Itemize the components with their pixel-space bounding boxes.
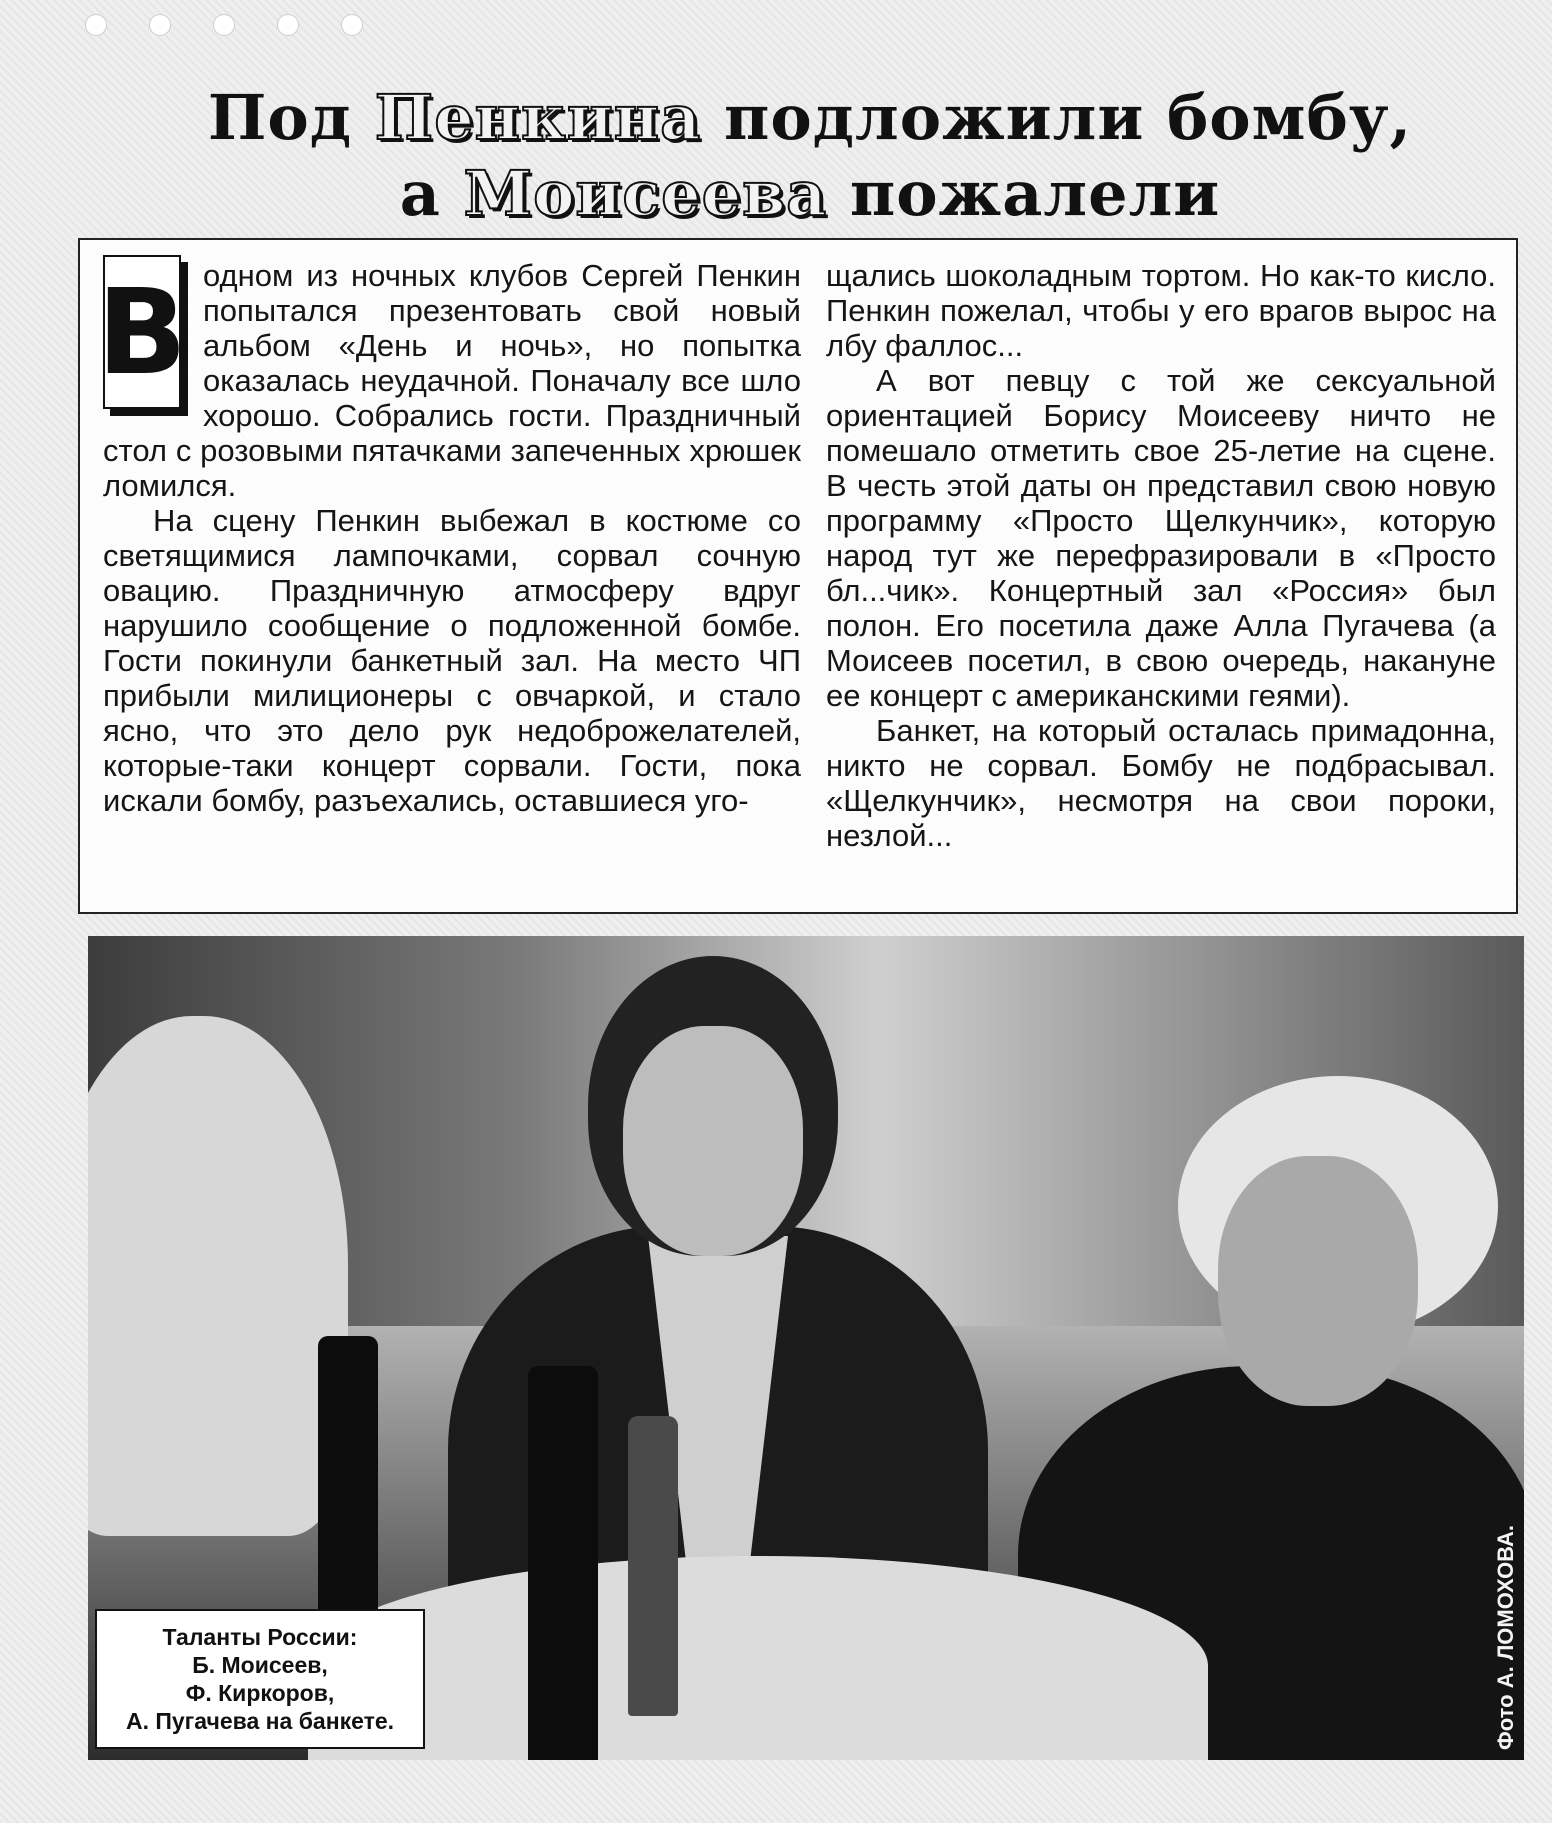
headline-name-penkin: Пенкина (374, 81, 702, 154)
caption-line: А. Пугачева на банкете. (125, 1708, 395, 1734)
paragraph: щались шоколадным тортом. Но как-то кисло. Пенкин пожелал, чтобы у его врагов вырос на лбу фаллос... (826, 258, 1496, 363)
headline-name-moiseev: Моисеева (463, 157, 828, 230)
article-headline (60, 80, 1552, 232)
binder-hole (341, 14, 363, 36)
paragraph: одном из ночных клубов Сергей Пенкин попытался презентовать свой новый альбом «День и ночь», но попытка оказалась неудачной. Поначалу все шло хорошо. Собрались гости. Праздничный стол с розовыми пятачками запеченных хрюшек ломился. (103, 258, 801, 503)
binder-hole (213, 14, 235, 36)
caption-line: Б. Моисеев, (192, 1652, 328, 1678)
headline-line-1: Под Пенкина подложили бомбу, (207, 81, 1413, 154)
article-column-2 (826, 258, 1496, 853)
caption-line: Ф. Киркоров, (185, 1680, 335, 1706)
paragraph: На сцену Пенкин выбежал в костюме со светящимися лампочками, сорвал сочную овацию. Праздничную атмосферу вдруг нарушило сообщение о подложенной бомбе. Гости покинули банкетный зал. На место ЧП прибыли милиционеры с овчаркой, и стало ясно, что это дело рук недоброжелателей, которые-таки концерт сорвали. Гости, пока искали бомбу, разъехались, оставшиеся уго- (103, 503, 801, 818)
binder-holes (85, 14, 363, 36)
article-column-1 (103, 258, 801, 818)
photo-credit: Фото А. ЛОМОХОВА. (1493, 1525, 1518, 1750)
headline-line-2: а Моисеева пожалели (399, 157, 1221, 230)
drop-cap: В (103, 255, 181, 409)
paragraph: Банкет, на который осталась примадонна, никто не сорвал. Бомбу не подбрасывал. «Щелкунчик», несмотря на свои пороки, незлой... (826, 713, 1496, 853)
photo-caption (95, 1609, 425, 1749)
binder-hole (85, 14, 107, 36)
caption-title: Таланты России: (162, 1624, 358, 1650)
article-body (78, 238, 1518, 914)
binder-hole (149, 14, 171, 36)
binder-hole (277, 14, 299, 36)
paragraph: А вот певцу с той же сексуальной ориентацией Борису Моисееву ничто не помешало отметить свое 25-летие на сцене. В честь этой даты он представил свою новую программу «Просто Щелкунчик», которую народ тут же перефразировали в «Просто бл...чик». Концертный зал «Россия» был полон. Его посетила даже Алла Пугачева (а Моисеев посетил, в свою очередь, накануне ее концерт с американскими геями). (826, 363, 1496, 713)
